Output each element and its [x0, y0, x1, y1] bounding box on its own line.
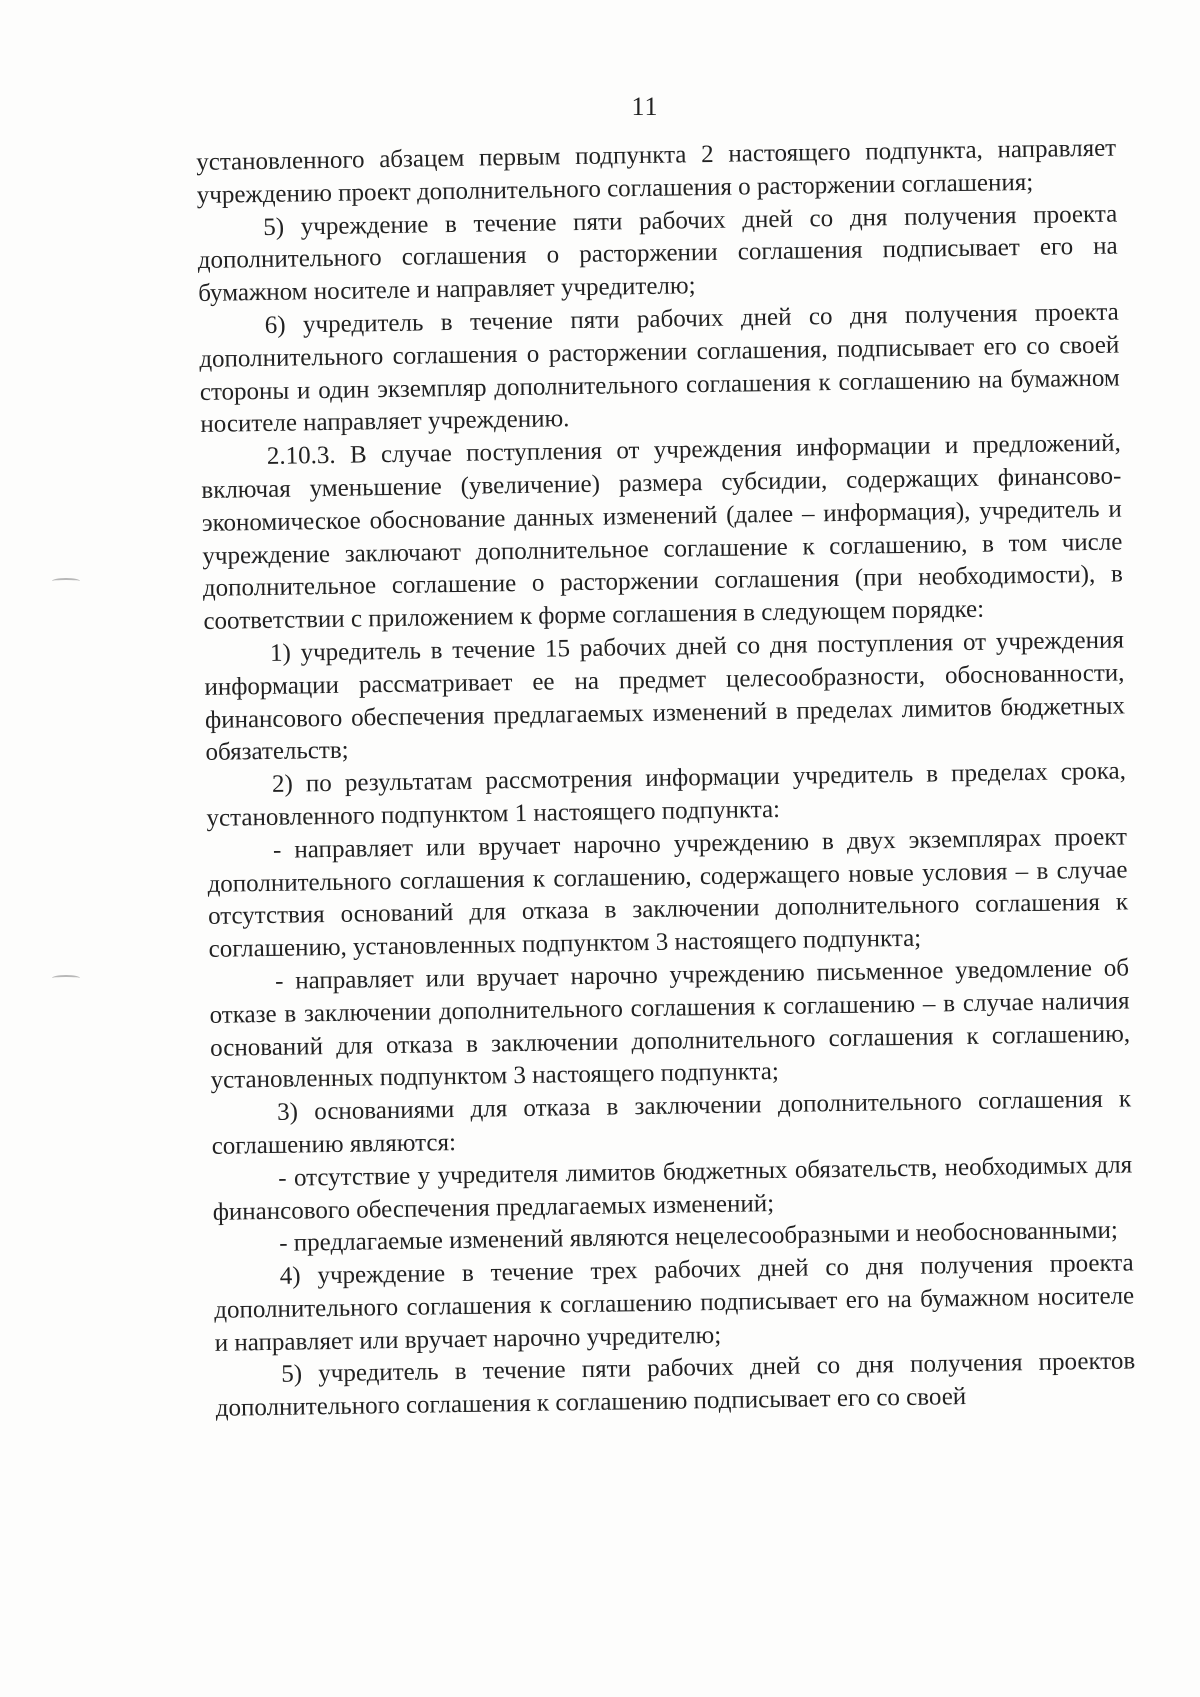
paragraph-section-2-10-3: 2.10.3. В случае поступления от учреждения информации и предложений, включая уменьшение (увеличение) размера субсидии, содержащих финансово-экономическое обоснование данных изменений (далее – информация), учредитель и учреждение заключают дополнительное соглашение к соглашению, в том числе дополнительное соглашение о расторжении соглашения (при необходимости), в соответствии с приложением к форме соглашения в следующем порядке:: [201, 429, 1124, 636]
document-body: [196, 133, 1136, 1426]
paragraph-bullet-unreasonable: - предлагаемые изменений являются нецелесообразными и необоснованными;: [279, 1216, 1119, 1258]
page-number: 11: [631, 92, 659, 121]
scan-margin-mark: [52, 975, 80, 981]
paragraph-bullet-no-limits: - отсутствие у учредителя лимитов бюджетных обязательств, необходимых для финансового обеспечения предлагаемых изменений;: [212, 1151, 1133, 1226]
paragraph-item-5-founder: 5) учредитель в течение пяти рабочих дней со дня получения проектов дополнительного соглашения к соглашению подписывает его со своей: [215, 1347, 1136, 1423]
paragraph-item-1: 1) учредитель в течение 15 рабочих дней со дня поступления от учреждения информации рассматривает ее на предмет целесообразности, обоснованности, финансового обеспечения предлагаемых изменений в пределах лимитов бюджетных обязательств;: [204, 626, 1126, 767]
paragraph-continuation: установленного абзацем первым подпункта 2 настоящего подпункта, направляет учреждению проект дополнительного соглашения о расторжении соглашения;: [196, 134, 1117, 209]
paragraph-item-4: 4) учреждение в течение трех рабочих дней со дня получения проекта дополнительного соглашения к соглашению подписывает его на бумажном носителе и направляет или вручает нарочно учредителю;: [214, 1249, 1135, 1357]
paragraph-bullet-send-draft: - направляет или вручает нарочно учреждению в двух экземплярах проект дополнительного соглашения к соглашению, содержащего новые условия – в случае отсутствия оснований для отказа в заключении дополнительного соглашения к соглашению, установленных подпунктом 3 настоящего подпункта;: [207, 823, 1129, 964]
paragraph-item-5: 5) учреждение в течение пяти рабочих дней со дня получения проекта дополнительного соглашения о расторжении соглашения подписывает его на бумажном носителе и направляет учредителю;: [197, 200, 1118, 308]
paragraph-item-6: 6) учредитель в течение пяти рабочих дней со дня получения проекта дополнительного соглашения о расторжении соглашения, подписывает его со своей стороны и один экземпляр дополнительного соглашения к соглашению на бумажном носителе направляет учреждению.: [199, 298, 1120, 439]
paragraph-item-2: 2) по результатам рассмотрения информации учредитель в пределах срока, установленного подпунктом 1 настоящего подпункта:: [206, 757, 1127, 832]
paragraph-bullet-send-refusal: - направляет или вручает нарочно учреждению письменное уведомление об отказе в заключении дополнительного соглашения к соглашению – в случае наличия оснований для отказа в заключении дополнительного соглашения к соглашению, установленных подпунктом 3 настоящего подпункта;: [209, 954, 1131, 1095]
scan-margin-mark: [52, 578, 80, 584]
paragraph-item-3: 3) основаниями для отказа в заключении дополнительного соглашения к соглашению являются:: [211, 1085, 1132, 1160]
